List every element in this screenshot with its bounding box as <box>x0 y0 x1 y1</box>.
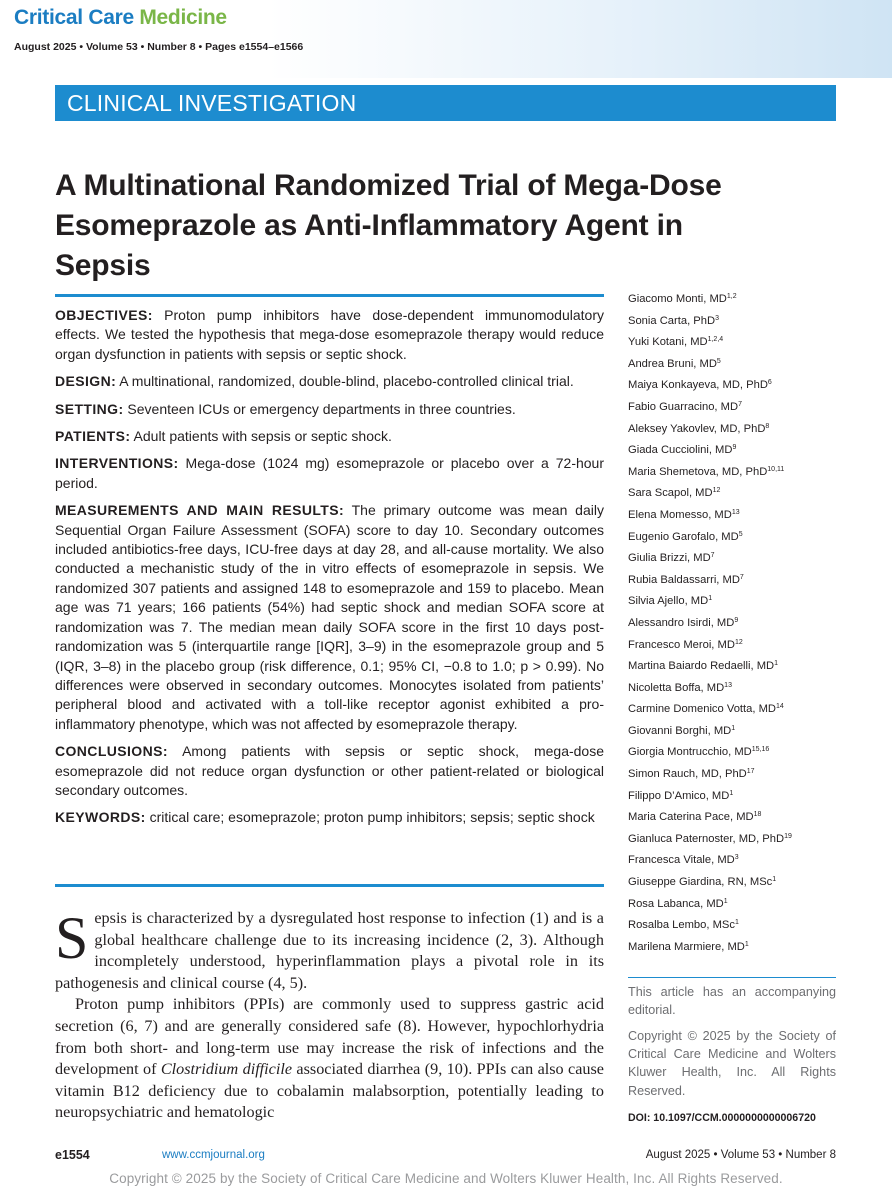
author-name: Rosa Labanca, MD <box>628 897 724 910</box>
author <box>628 742 838 764</box>
author <box>628 332 838 354</box>
author-name: Francesca Vitale, MD <box>628 854 735 867</box>
author <box>628 591 838 613</box>
author-affiliation: 12 <box>712 487 721 495</box>
page-copyright: Copyright © 2025 by the Society of Critical Care Medicine and Wolters Kluwer Health, Inc. All Rights Reserved. <box>109 1171 783 1186</box>
author <box>628 613 838 635</box>
author-name: Yuki Kotani, MD <box>628 336 708 349</box>
body-paragraph-1-text: epsis is characterized by a dysregulated host response to infection (1) and is a global healthcare challenge due to its increasing incidence (2, 3). Although incompletely understood, hyperinflammation plays a pivotal role in its pathogenesis and clinical course (4, 5). <box>55 909 604 992</box>
author-name: Eugenio Garofalo, MD <box>628 530 739 543</box>
author-affiliation: 1 <box>708 595 713 603</box>
author-affiliation: 14 <box>775 703 784 711</box>
author <box>628 829 838 851</box>
abstract-text: Mega-dose (1024 mg) esomeprazole or placebo over a 72-hour period. <box>55 455 604 491</box>
author-name: Simon Rauch, MD, PhD <box>628 768 747 781</box>
author-name: Giulia Brizzi, MD <box>628 552 711 565</box>
author-name: Nicoletta Boffa, MD <box>628 681 725 694</box>
abstract-bottom-rule <box>55 884 604 887</box>
author-affiliation: 1 <box>723 897 728 905</box>
author-name: Rubia Baldassarri, MD <box>628 573 740 586</box>
author-name: Filippo D’Amico, MD <box>628 789 730 802</box>
author-name: Andrea Bruni, MD <box>628 357 717 370</box>
author-name: Aleksey Yakovlev, MD, PhD <box>628 422 766 435</box>
author <box>628 505 838 527</box>
abstract-heading: DESIGN: <box>55 373 117 390</box>
body-paragraph-2-text-a: Proton pump inhibitors (PPIs) are commonly used to suppress gastric acid secretion (6, 7) and are generally considered safe (8). However, hypochlorhydria from both short- and long-term use may increase the risk of infections and the development of <box>55 995 604 1079</box>
abstract-heading: KEYWORDS: <box>55 809 146 826</box>
masthead <box>0 0 892 78</box>
author <box>628 872 838 894</box>
author <box>628 786 838 808</box>
author-affiliation: 12 <box>734 638 743 646</box>
author-name: Giada Cucciolini, MD <box>628 444 733 457</box>
author-name: Maiya Konkayeva, MD, PhD <box>628 379 768 392</box>
author-affiliation: 1 <box>772 876 777 884</box>
author <box>628 699 838 721</box>
abstract-top-rule <box>55 294 604 297</box>
author-name: Rosalba Lembo, MSc <box>628 919 735 932</box>
author-affiliation: 1 <box>729 789 734 797</box>
author-affiliation: 15,16 <box>751 746 770 754</box>
author-name: Marilena Marmiere, MD <box>628 940 745 953</box>
author-name: Fabio Guarracino, MD <box>628 400 739 413</box>
author-affiliation: 7 <box>738 400 742 408</box>
author-affiliation: 9 <box>734 616 739 624</box>
abstract-heading: SETTING: <box>55 400 124 417</box>
author <box>628 894 838 916</box>
author-affiliation: 3 <box>734 854 739 862</box>
author-list <box>628 289 838 958</box>
author-name: Sara Scapol, MD <box>628 487 713 500</box>
abstract-heading: INTERVENTIONS: <box>55 455 179 472</box>
author-affiliation: 1 <box>731 724 736 732</box>
author-name: Giovanni Borghi, MD <box>628 724 732 737</box>
abstract-design <box>55 372 604 391</box>
abstract-text: Proton pump inhibitors have dose-dependent immunomodulatory effects. We tested the hypothesis that mega-dose esomeprazole therapy would reduce organ dysfunction in patients with sepsis or septic shock. <box>55 307 604 362</box>
abstract-heading: PATIENTS: <box>55 428 131 445</box>
author <box>628 462 838 484</box>
abstract-heading: MEASUREMENTS AND MAIN RESULTS: <box>55 502 345 519</box>
author-affiliation: 1 <box>734 919 739 927</box>
abstract <box>55 306 604 836</box>
author <box>628 850 838 872</box>
author <box>628 570 838 592</box>
author-affiliation: 9 <box>732 444 737 452</box>
author-affiliation: 1,2 <box>726 293 737 300</box>
abstract-keywords <box>55 808 604 827</box>
author-name: Carmine Domenico Votta, MD <box>628 703 776 716</box>
author <box>628 678 838 700</box>
section-banner: CLINICAL INVESTIGATION <box>55 85 836 121</box>
author <box>628 289 838 311</box>
author-affiliation: 10,11 <box>767 465 785 473</box>
abstract-text: Among patients with sepsis or septic shock, mega-dose esomeprazole did not reduce organ dysfunction or other patient-related or biological secondary outcomes. <box>55 743 604 798</box>
author <box>628 483 838 505</box>
abstract-conclusions <box>55 742 604 800</box>
author <box>628 375 838 397</box>
journal-logo <box>14 6 227 30</box>
author-name: Silvia Ajello, MD <box>628 595 709 608</box>
abstract-text: Seventeen ICUs or emergency departments in three countries. <box>123 400 516 417</box>
author <box>628 915 838 937</box>
abstract-heading: CONCLUSIONS: <box>55 743 168 760</box>
author-affiliation: 1 <box>774 660 779 668</box>
author <box>628 548 838 570</box>
journal-name-part2: Medicine <box>139 6 227 29</box>
author-name: Giuseppe Giardina, RN, MSc <box>628 876 773 889</box>
page-number: e1554 <box>55 1148 90 1162</box>
author <box>628 311 838 333</box>
author <box>628 440 838 462</box>
author-name: Maria Caterina Pace, MD <box>628 811 754 824</box>
author <box>628 527 838 549</box>
journal-url-link[interactable]: www.ccmjournal.org <box>162 1149 265 1161</box>
author-affiliation: 5 <box>738 530 743 538</box>
author-affiliation: 1,2,4 <box>707 336 724 344</box>
author-name: Sonia Carta, PhD <box>628 314 716 327</box>
abstract-text: The primary outcome was mean daily Sequential Organ Failure Assessment (SOFA) score to day 10. Secondary outcomes included antibiotics-free days, ICU-free days at day 28, and all-cause mortality. We also conducted a mechanistic study of the in vitro effects of esomeprazole in sepsis. We randomized 307 patients and assigned 148 to esomeprazole and 159 to placebo. Mean age was 71 years; 166 patients (54%) had septic shock and median SOFA score at randomization was 7. The median mean daily SOFA score in the first 10 days post-randomization was 5 (interquartile range [IQR], 3–9) in the esomeprazole group and 5 (IQR, 3–8) in the placebo group (risk difference, 0.1; 95% CI, −0.8 to 1.0; p > 0.99). No differences were observed in secondary outcomes. Monocytes isolated from patients’ peripheral blood and activated with a toll-like receptor agonist exhibited a pro-inflammatory phenotype, which was not affected by esomeprazole therapy. <box>55 502 604 732</box>
abstract-heading: OBJECTIVES: <box>55 307 153 323</box>
body-paragraph-2-text-b: associated diarrhea (9, 10). PPIs can also cause vitamin B12 deficiency due to cobalamin malabsorption, potentially leading to neuropsychiatric and hematologic <box>55 1060 604 1122</box>
author-name: Giacomo Monti, MD <box>628 293 727 305</box>
author-affiliation: 13 <box>731 508 740 516</box>
body-paragraph-2 <box>55 994 604 1124</box>
author-name: Gianluca Paternoster, MD, PhD <box>628 832 785 845</box>
author-affiliation: 8 <box>765 422 770 430</box>
author-affiliation: 1 <box>744 940 749 948</box>
author <box>628 397 838 419</box>
author-affiliation: 17 <box>746 768 755 776</box>
body-paragraph-1 <box>55 905 604 994</box>
author-affiliation: 5 <box>716 357 721 365</box>
sidebar-copyright: Copyright © 2025 by the Society of Critical Care Medicine and Wolters Kluwer Health, Inc. All Rights Reserved. <box>628 1029 836 1098</box>
author-affiliation: 19 <box>784 832 792 840</box>
journal-name-part1: Critical Care <box>14 6 140 29</box>
author <box>628 721 838 743</box>
author <box>628 764 838 786</box>
abstract-text: Adult patients with sepsis or septic shock. <box>130 428 392 445</box>
organism-name: Clostridium difficile <box>160 1060 293 1079</box>
author-name: Francesco Meroi, MD <box>628 638 735 651</box>
author-name: Maria Shemetova, MD, PhD <box>628 465 768 478</box>
drop-cap: S <box>55 905 89 971</box>
author-affiliation: 13 <box>724 681 732 689</box>
issue-line: August 2025 • Volume 53 • Number 8 • Pages e1554–e1566 <box>14 41 304 53</box>
abstract-text: critical care; esomeprazole; proton pump inhibitors; sepsis; septic shock <box>145 809 595 826</box>
author-name: Giorgia Montrucchio, MD <box>628 746 752 759</box>
author <box>628 635 838 657</box>
editorial-note: This article has an accompanying editorial. <box>628 985 836 1018</box>
author <box>628 937 838 959</box>
author <box>628 354 838 376</box>
abstract-setting <box>55 400 604 419</box>
author-affiliation: 3 <box>715 314 719 322</box>
author-name: Martina Baiardo Redaelli, MD <box>628 660 775 673</box>
author <box>628 656 838 678</box>
author-affiliation: 18 <box>753 811 762 819</box>
sidebar-rule <box>628 977 836 978</box>
doi: DOI: 10.1097/CCM.0000000000006720 <box>628 1112 816 1124</box>
body-text <box>55 905 604 1124</box>
author-affiliation: 6 <box>767 379 772 387</box>
author <box>628 807 838 829</box>
abstract-interventions <box>55 454 604 493</box>
article-title: A Multinational Randomized Trial of Mega-Dose Esomeprazole as Anti-Inflammatory Agent in Sepsis <box>55 169 722 282</box>
author-name: Alessandro Isirdi, MD <box>628 616 735 629</box>
abstract-results <box>55 501 604 734</box>
footer-issue: August 2025 • Volume 53 • Number 8 <box>645 1149 836 1161</box>
author-name: Elena Momesso, MD <box>628 508 732 521</box>
author-affiliation: 7 <box>739 573 744 581</box>
abstract-objectives <box>55 306 604 364</box>
author <box>628 419 838 441</box>
abstract-patients <box>55 427 604 446</box>
author-affiliation: 7 <box>710 552 715 560</box>
abstract-text: A multinational, randomized, double-blind, placebo-controlled clinical trial. <box>116 373 574 390</box>
